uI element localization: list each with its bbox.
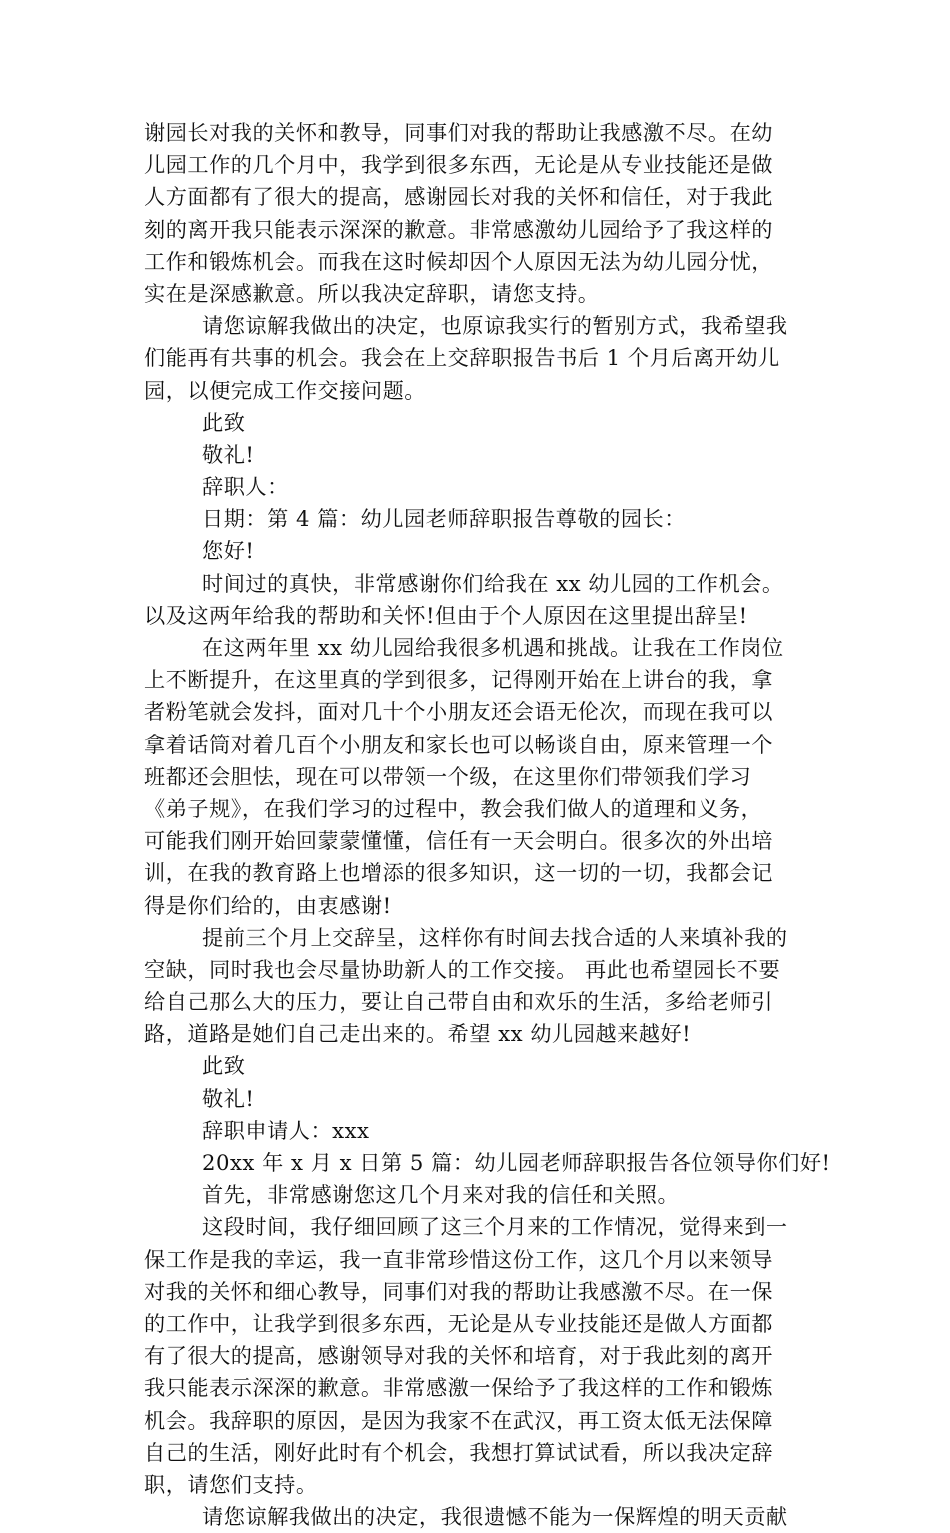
text-line: 敬礼! [202, 1085, 255, 1111]
text-line: 儿园工作的几个月中，我学到很多东西，无论是从专业技能还是做 [144, 152, 773, 178]
text-line: 训，在我的教育路上也增添的很多知识，这一切的一切，我都会记 [144, 860, 773, 886]
text-line: 机会。我辞职的原因，是因为我家不在武汉，再工资太低无法保障 [144, 1407, 773, 1433]
text-line: 工作和锻炼机会。而我在这时候却因个人原因无法为幼儿园分忧， [144, 248, 773, 274]
text-line: 这段时间，我仔细回顾了这三个月来的工作情况，觉得来到一 [202, 1214, 788, 1240]
text-line: 此致 [202, 1053, 246, 1079]
text-line: 20xx 年 x 月 x 日第 5 篇：幼儿园老师辞职报告各位领导你们好! [202, 1150, 831, 1175]
text-line: 首先，非常感谢您这几个月来对我的信任和关照。 [202, 1182, 680, 1208]
text-line: 敬礼! [202, 441, 255, 467]
text-line: 的工作中，让我学到很多东西，无论是从专业技能还是做人方面都 [144, 1310, 773, 1336]
text-line: 班都还会胆怯，现在可以带领一个级，在这里你们带领我们学习 [144, 763, 752, 789]
text-line: 此致 [202, 409, 246, 435]
text-line: 有了很大的提高，感谢领导对我的关怀和培育，对于我此刻的离开 [144, 1343, 773, 1369]
text-line: 实在是深感歉意。所以我决定辞职，请您支持。 [144, 280, 600, 306]
text-line: 辞职人： [202, 474, 289, 500]
text-line: 请您谅解我做出的决定，也原谅我实行的暂别方式，我希望我 [202, 313, 788, 339]
text-line: 请您谅解我做出的决定，我很遗憾不能为一保辉煌的明天贡献 [202, 1504, 788, 1530]
text-line: 提前三个月上交辞呈，这样你有时间去找合适的人来填补我的 [202, 924, 788, 950]
text-line: 时间过的真快，非常感谢你们给我在 xx 幼儿园的工作机会。 [202, 570, 784, 596]
text-line: 者粉笔就会发抖，面对几十个小朋友还会语无伦次，而现在我可以 [144, 699, 773, 725]
text-line: 上不断提升，在这里真的学到很多，记得刚开始在上讲台的我，拿 [144, 667, 773, 693]
text-line: 自己的生活，刚好此时有个机会，我想打算试试看，所以我决定辞 [144, 1439, 773, 1465]
text-line: 职，请您们支持。 [144, 1471, 318, 1497]
text-line: 我只能表示深深的歉意。非常感激一保给予了我这样的工作和锻炼 [144, 1375, 773, 1401]
text-line: 日期：第 4 篇：幼儿园老师辞职报告尊敬的园长： [202, 506, 686, 532]
text-line: 在这两年里 xx 幼儿园给我很多机遇和挑战。让我在工作岗位 [202, 635, 784, 660]
text-line: 可能我们刚开始回蒙蒙懂懂，信任有一天会明白。很多次的外出培 [144, 828, 773, 854]
text-line: 对我的关怀和细心教导，同事们对我的帮助让我感激不尽。在一保 [144, 1278, 773, 1304]
text-line: 《弟子规》，在我们学习的过程中，教会我们做人的道理和义务， [144, 795, 763, 821]
text-line: 谢园长对我的关怀和教导，同事们对我的帮助让我感激不尽。在幼 [144, 120, 773, 145]
text-line: 辞职申请人：xxx [202, 1117, 370, 1143]
text-line: 园，以便完成工作交接问题。 [144, 377, 426, 403]
text-line: 刻的离开我只能表示深深的歉意。非常感激幼儿园给予了我这样的 [144, 216, 773, 242]
text-line: 人方面都有了很大的提高，感谢园长对我的关怀和信任，对于我此 [144, 184, 773, 210]
document-body [144, 117, 831, 1533]
text-line: 保工作是我的幸运，我一直非常珍惜这份工作，这几个月以来领导 [144, 1246, 773, 1272]
text-line: 您好! [202, 538, 255, 564]
text-line: 们能再有共事的机会。我会在上交辞职报告书后 1 个月后离开幼儿 [144, 345, 780, 371]
text-line: 得是你们给的，由衷感谢! [144, 892, 392, 918]
text-line: 以及这两年给我的帮助和关怀!但由于个人原因在这里提出辞呈! [144, 602, 748, 628]
text-line: 空缺，同时我也会尽量协助新人的工作交接。 再此也希望园长不要 [144, 956, 781, 982]
text-line: 给自己那么大的压力，要让自己带自由和欢乐的生活，多给老师引 [144, 989, 773, 1015]
text-line: 路，道路是她们自己走出来的。希望 xx 幼儿园越来越好! [144, 1021, 692, 1047]
text-line: 拿着话筒对着几百个小朋友和家长也可以畅谈自由，原来管理一个 [144, 731, 773, 757]
